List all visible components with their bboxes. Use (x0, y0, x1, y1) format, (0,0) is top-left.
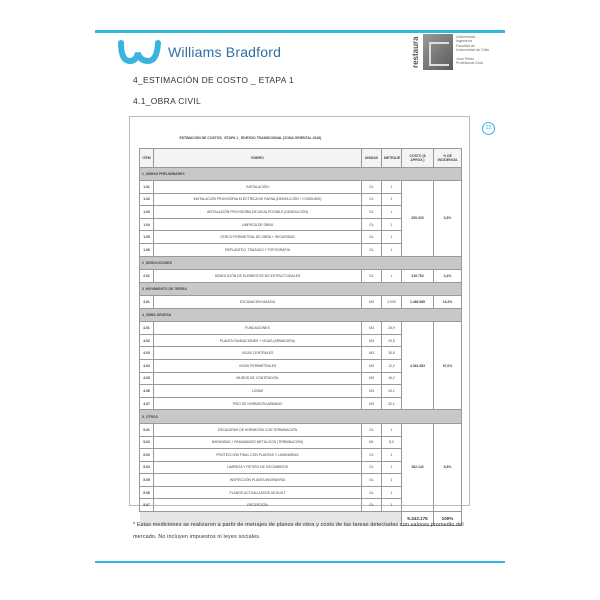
section-row (140, 410, 462, 424)
item-qty: 1 (382, 423, 402, 436)
table-title: ESTIMACIÓN DE COSTOS_ ETAPA 1_ EDIFICIO TRANSICIONAL (ZONA ORIENTAL 2016) (140, 128, 462, 148)
item-unit: GL (362, 243, 382, 256)
column-header: UNIDAD (362, 148, 382, 167)
item-code: 4.05 (140, 372, 154, 385)
item-qty: 12,2 (382, 360, 402, 373)
item-unit: M3 (362, 347, 382, 360)
section-cost: 255.329 (402, 181, 434, 257)
item-unit: M3 (362, 334, 382, 347)
cost-table (139, 128, 462, 526)
item-unit: GL (362, 423, 382, 436)
top-accent-line (95, 30, 505, 33)
item-unit: GL (362, 206, 382, 219)
item-qty: 1 (382, 474, 402, 487)
item-qty: 43,1 (382, 385, 402, 398)
item-code: 5.05 (140, 474, 154, 487)
item-unit: GL (362, 193, 382, 206)
item-unit: GL (362, 218, 382, 231)
item-rubro: DEMOLICIÓN DE ELEMENTOS NO ESTRUCTURALES (154, 270, 362, 283)
brand-mark-icon (118, 40, 162, 64)
section-title: 4_OBRA GRUESA (140, 308, 462, 322)
item-unit: M3 (362, 360, 382, 373)
item-rubro: ESCALERAS DE HORMIGÓN CON TERMINACIÓN (154, 423, 362, 436)
table-row (140, 423, 462, 436)
item-code: 1.03 (140, 206, 154, 219)
item-qty: 1 (382, 270, 402, 283)
item-qty: 2.000 (382, 296, 402, 309)
brand-logo (118, 40, 281, 64)
item-code: 2.01 (140, 270, 154, 283)
item-rubro: LIMPIEZA DE OBRA (154, 218, 362, 231)
item-unit: GL (362, 499, 382, 512)
table-title-row (140, 128, 462, 148)
section-row (140, 282, 462, 296)
partner-line: Juan Pérez (456, 57, 475, 62)
item-rubro: INSTALACIÓN (154, 181, 362, 194)
partner-line: Universidad (456, 35, 475, 39)
item-rubro: PLANOS ACTUALIZADOS AS BUILT (154, 486, 362, 499)
section-title: 1_OBRAS PRELIMINARES (140, 167, 462, 181)
section-percent: 8,8% (434, 423, 462, 511)
item-rubro: FUNDACIONES (154, 322, 362, 335)
table-row (140, 296, 462, 309)
partner-line: Universidad de Chile (456, 48, 490, 53)
section-row (140, 308, 462, 322)
footnote: * Estas mediciones se realizaron a partir de metrajes de planos de obra y costo de las tareas detectadas con valores promedio del mercado. No incluyen impuestos ni leyes sociales. (133, 522, 464, 540)
item-unit: GL (362, 474, 382, 487)
column-header: RUBRO (154, 148, 362, 167)
item-qty: 1 (382, 218, 402, 231)
item-code: 4.04 (140, 360, 154, 373)
item-rubro: PROTECCIÓN FINAL CON PLANTAS Y LUMINARIAS (154, 449, 362, 462)
column-header: COSTO ($ APROX.) (402, 148, 434, 167)
item-unit: M3 (362, 385, 382, 398)
partner-vertical-text: restaura (411, 36, 420, 68)
section-percent: 4,4% (434, 270, 462, 283)
item-qty: 1 (382, 486, 402, 499)
item-code: 4.06 (140, 385, 154, 398)
item-code: 1.04 (140, 218, 154, 231)
item-code: 4.07 (140, 397, 154, 410)
item-code: 4.01 (140, 322, 154, 335)
item-unit: GL (362, 270, 382, 283)
section-row (140, 167, 462, 181)
item-rubro: LOSAS (154, 385, 362, 398)
item-rubro: INSPECCIÓN PLANTA INGENIERÍA (154, 474, 362, 487)
total-cost: 9.343.175 (402, 512, 434, 526)
item-unit: ML (362, 436, 382, 449)
item-rubro: REPLANTEO, TRAZADO Y TOPOGRAFÍA (154, 243, 362, 256)
item-unit: GL (362, 461, 382, 474)
item-code: 5.02 (140, 436, 154, 449)
partner-line: Facultad de (456, 43, 475, 48)
item-code: 5.03 (140, 449, 154, 462)
item-code: 4.03 (140, 347, 154, 360)
section-percent: 16,3% (434, 296, 462, 309)
item-code: 1.02 (140, 193, 154, 206)
item-rubro: INSTALACIÓN PROVISORIA ELÉCTRICA DE FAENA (DEMOLICIÓN + CONSUMO) (154, 193, 362, 206)
item-rubro: PISO DE HORMIGÓN ARMADO (154, 397, 362, 410)
total-percent: 100% (434, 512, 462, 526)
item-qty: 25,9 (382, 322, 402, 335)
section-title: 5_OTROS (140, 410, 462, 424)
table-row (140, 270, 462, 283)
item-unit: GL (362, 231, 382, 244)
table-row (140, 322, 462, 335)
section-percent: 67,0% (434, 322, 462, 410)
item-qty: 1 (382, 231, 402, 244)
item-code: 5.07 (140, 499, 154, 512)
partner-logo (410, 34, 502, 70)
item-code: 5.04 (140, 461, 154, 474)
item-qty: 30,8 (382, 347, 402, 360)
item-rubro: LIMPIEZA Y RETIRO DE ESCOMBROS (154, 461, 362, 474)
item-code: 1.01 (140, 181, 154, 194)
brand-name: Williams Bradford (168, 44, 282, 60)
partner-text-block (456, 35, 502, 66)
item-unit: M3 (362, 322, 382, 335)
column-header: % DE INCIDENCIA (434, 148, 462, 167)
section-cost: 1.466.568 (402, 296, 434, 309)
section-cost: 4.363.383 (402, 322, 434, 410)
item-qty: 1 (382, 449, 402, 462)
column-header: ITEM (140, 148, 154, 167)
section-cost: 318.754 (402, 270, 434, 283)
partner-line: Profesional Guía (456, 61, 483, 66)
item-unit: M3 (362, 397, 382, 410)
item-code: 5.06 (140, 486, 154, 499)
item-qty: 1 (382, 461, 402, 474)
item-unit: GL (362, 181, 382, 194)
item-code: 4.02 (140, 334, 154, 347)
bottom-accent-line (95, 561, 505, 563)
item-qty: 1 (382, 499, 402, 512)
partner-emblem-icon (423, 34, 453, 70)
item-unit: GL (362, 449, 382, 462)
column-header: METRAJE (382, 148, 402, 167)
item-rubro: VIGAS CENTRALES (154, 347, 362, 360)
item-rubro: BARANDAS + PASAMANOS METÁLICOS (TERMINACIÓN) (154, 436, 362, 449)
item-qty: 32,1 (382, 397, 402, 410)
item-code: 3.01 (140, 296, 154, 309)
item-qty: 1 (382, 181, 402, 194)
item-rubro: RECEPCIÓN (154, 499, 362, 512)
item-code: 1.05 (140, 231, 154, 244)
item-unit: M3 (362, 296, 382, 309)
section-cost: 382.142 (402, 423, 434, 511)
item-unit: GL (362, 486, 382, 499)
item-rubro: VIGAS PERIMETRALES (154, 360, 362, 373)
item-qty: 8,0 (382, 436, 402, 449)
item-code: 5.01 (140, 423, 154, 436)
item-qty: 20,5 (382, 334, 402, 347)
item-rubro: PLANTA FUNDACIONES + VIGAS (ARMADURA) (154, 334, 362, 347)
section-title: 3_MOVIMIENTO DE TIERRA (140, 282, 462, 296)
section-row (140, 256, 462, 270)
subsection-heading: 4.1_OBRA CIVIL (133, 96, 201, 106)
item-rubro: CERCO PERIMETRAL DE OBRA + SEGURIDAD (154, 231, 362, 244)
item-qty: 1 (382, 243, 402, 256)
item-unit: M3 (362, 372, 382, 385)
item-code: 1.06 (140, 243, 154, 256)
table-row (140, 181, 462, 194)
item-rubro: MUROS DE CONTENCIÓN (154, 372, 362, 385)
item-rubro: INSTALACIÓN PROVISORIA DE AGUA POTABLE (DEMOLICIÓN) (154, 206, 362, 219)
item-rubro: EXCAVACIÓN MASIVA (154, 296, 362, 309)
partner-line: Ingeniería (456, 39, 472, 44)
item-qty: 1 (382, 206, 402, 219)
section-heading: 4_ESTIMACIÓN DE COSTO _ ETAPA 1 (133, 75, 294, 85)
table-header-row (140, 148, 462, 167)
item-qty: 1 (382, 193, 402, 206)
section-title: 2_DEMOLICIONES (140, 256, 462, 270)
page-number: 12 (482, 122, 495, 135)
item-qty: 16,2 (382, 372, 402, 385)
section-percent: 3,5% (434, 181, 462, 257)
